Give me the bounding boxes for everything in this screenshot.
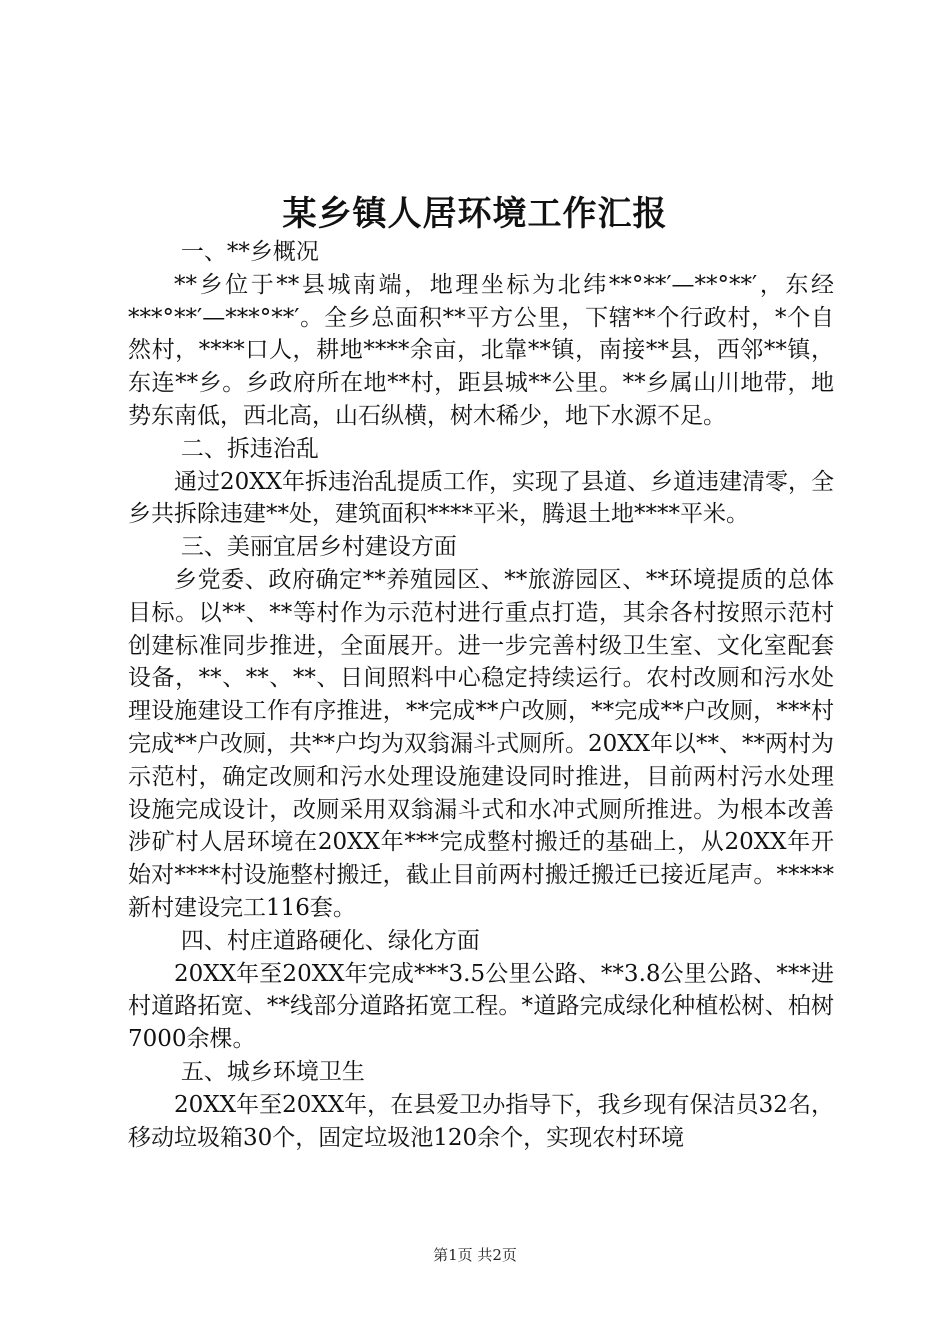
section-heading: 五、城乡环境卫生 — [180, 1058, 365, 1085]
section-paragraph: **乡位于**县城南端，地理坐标为北纬**°**′—**°**′，东经***°**′—***°**′。全乡总面积**平方公里，下辖**个行政村，*个自然村，****口人，耕地****余亩，北靠**镇，南接**县，西邻**镇，东连**乡。乡政府所在地**村，距县城**公里。**乡属山川地带，地势东南低，西北高，山石纵横，树木稀少，地下水源不足。 — [128, 271, 834, 429]
section-paragraph: 20XX年至20XX年完成***3.5公里公路、**3.8公里公路、***进村道路拓宽、**线部分道路拓宽工程。*道路完成绿化种植松树、柏树7000余棵。 — [128, 960, 834, 1053]
section-heading: 四、村庄道路硬化、绿化方面 — [180, 927, 480, 954]
document-title: 某乡镇人居环境工作汇报 — [282, 194, 668, 234]
section-heading: 一、**乡概况 — [180, 239, 319, 265]
document-body — [128, 236, 834, 1154]
section-paragraph: 乡党委、政府确定**养殖园区、**旅游园区、**环境提质的总体目标。以**、**等村作为示范村进行重点打造，其余各村按照示范村创建标准同步推进，全面展开。进一步完善村级卫生室、文化室配套设备，**、**、**、日间照料中心稳定持续运行。农村改厕和污水处理设施建设工作有序推进，**完成**户改厕，**完成**户改厕，***村完成**户改厕，共**户均为双翁漏斗式厕所。20XX年以**、**两村为示范村，确定改厕和污水处理设施建设同时推进，目前两村污水处理设施完成设计，改厕采用双翁漏斗式和水冲式厕所推进。为根本改善涉矿村人居环境在20XX年***完成整村搬迁的基础上，从20XX年开始对****村设施整村搬迁，截止目前两村搬迁搬迁已接近尾声。*****新村建设完工116套。 — [128, 566, 835, 921]
section-paragraph: 通过20XX年拆违治乱提质工作，实现了县道、乡道违建清零，全乡共拆除违建**处，建筑面积****平米，腾退土地****平米。 — [128, 468, 835, 528]
section-heading: 二、拆违治乱 — [180, 435, 319, 462]
section-paragraph: 20XX年至20XX年，在县爱卫办指导下，我乡现有保洁员32名，移动垃圾箱30个，固定垃圾池120余个，实现农村环境 — [128, 1091, 834, 1151]
page-number-footer: 第1页 共2页 — [433, 1246, 517, 1264]
section-heading: 三、美丽宜居乡村建设方面 — [180, 534, 457, 561]
